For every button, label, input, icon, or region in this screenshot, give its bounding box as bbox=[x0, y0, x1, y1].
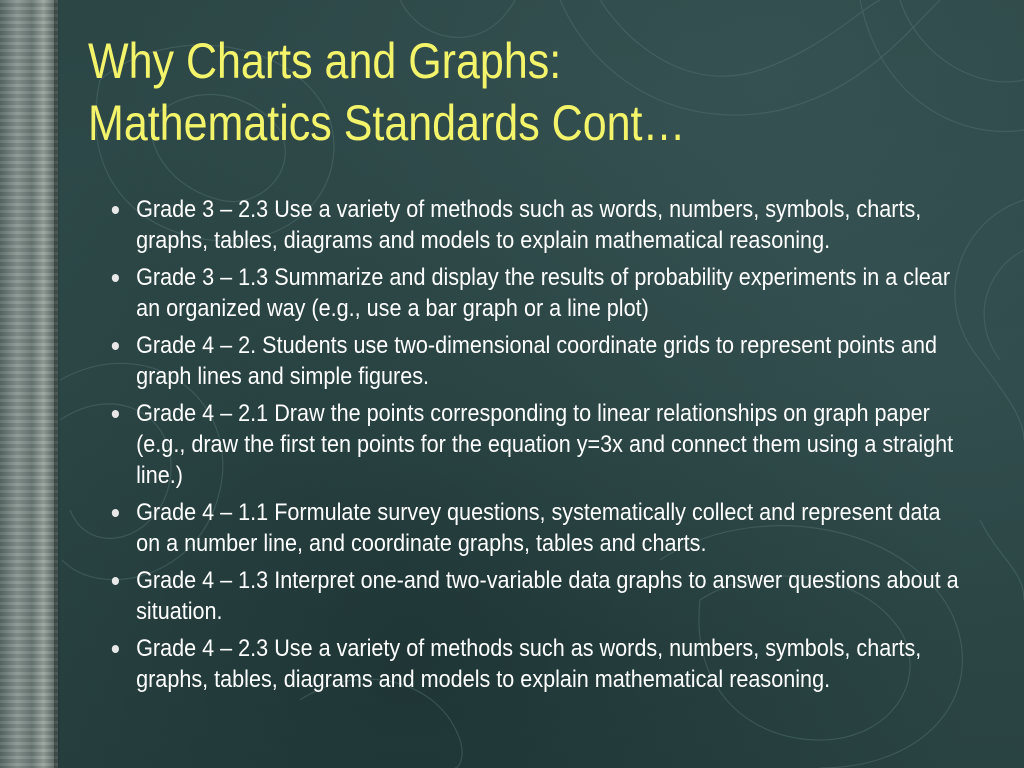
bullet-item bbox=[110, 194, 964, 256]
bullet-dot-icon bbox=[112, 645, 119, 653]
bullet-item bbox=[110, 398, 964, 491]
bullet-item bbox=[110, 497, 964, 559]
bullet-dot-icon bbox=[112, 509, 119, 517]
decorative-strip-shadow bbox=[54, 0, 60, 768]
bullet-text: Grade 4 – 2. Students use two-dimensional coordinate grids to represent points and graph lines and simple figures. bbox=[136, 332, 937, 390]
bullet-text: Grade 4 – 2.1 Draw the points corresponding to linear relationships on graph paper (e.g., draw the first ten points for the equation y=3x and connect them using a straight line.) bbox=[136, 400, 954, 489]
bullet-item bbox=[110, 262, 964, 324]
slide-title-line-1: Why Charts and Graphs: bbox=[88, 33, 562, 89]
bullet-item bbox=[110, 565, 964, 627]
bullet-dot-icon bbox=[112, 577, 119, 585]
bullet-list bbox=[110, 194, 990, 701]
bullet-dot-icon bbox=[112, 342, 119, 350]
bullet-dot-icon bbox=[112, 410, 119, 418]
bullet-text: Grade 4 – 1.3 Interpret one-and two-variable data graphs to answer questions about a situation. bbox=[136, 567, 959, 625]
slide-title bbox=[88, 30, 862, 154]
bullet-item bbox=[110, 633, 964, 695]
bullet-text: Grade 4 – 2.3 Use a variety of methods such as words, numbers, symbols, charts, graphs, tables, diagrams and models to explain mathematical reasoning. bbox=[136, 635, 922, 693]
bullet-dot-icon bbox=[112, 206, 119, 214]
decorative-map-strip bbox=[0, 0, 58, 768]
slide-title-line-2: Mathematics Standards Cont… bbox=[88, 95, 686, 151]
bullet-text: Grade 4 – 1.1 Formulate survey questions, systematically collect and represent data on a number line, and coordinate graphs, tables and charts. bbox=[136, 499, 941, 557]
bullet-item bbox=[110, 330, 964, 392]
bullet-text: Grade 3 – 2.3 Use a variety of methods such as words, numbers, symbols, charts, graphs, tables, diagrams and models to explain mathematical reasoning. bbox=[136, 196, 922, 254]
bullet-dot-icon bbox=[112, 274, 119, 282]
bullet-text: Grade 3 – 1.3 Summarize and display the results of probability experiments in a clear an organized way (e.g., use a bar graph or a line plot) bbox=[136, 264, 951, 322]
